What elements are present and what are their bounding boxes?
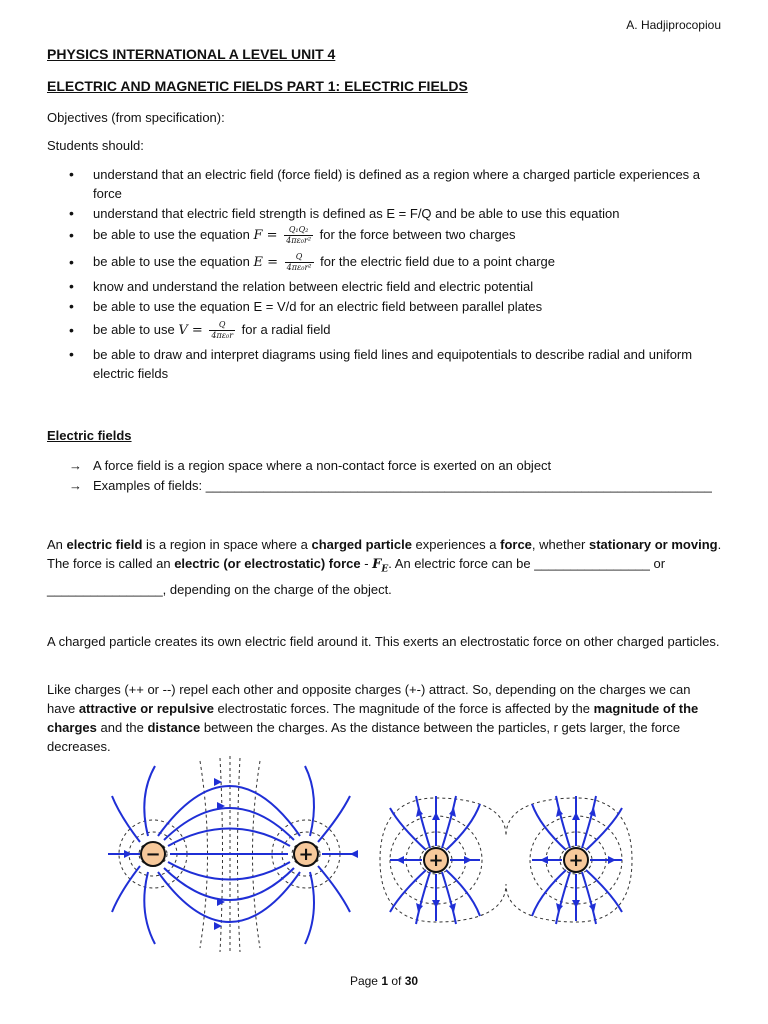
objectives-heading: Objectives (from specification):	[47, 110, 225, 125]
document-subtitle: ELECTRIC AND MAGNETIC FIELDS PART 1: ELECTRIC FIELDS	[47, 78, 468, 94]
page-footer: Page 1 of 30	[349, 974, 419, 988]
equation-lhs: E =	[253, 254, 278, 270]
students-should: Students should:	[47, 138, 144, 153]
like-charges-diagram	[380, 796, 632, 924]
page-total: 30	[404, 974, 419, 988]
objective-item: • be able to use V = $\frac{Q}{\text{4πε₀r}}$ for a radial field	[47, 317, 717, 344]
objective-item: • be able to use the equation E = V/d for an electric field between parallel plates	[47, 297, 717, 316]
equation-lhs: F =	[253, 228, 278, 244]
positive-charge-symbol: +	[428, 850, 444, 871]
paragraph-electric-field: An electric field is a region in space where a charged particle experiences a force, whether stationary or moving. The force is called an electric (or electrostatic) force - $F_E$. An electric force can be ________________ or ________________, depending on the charge of the object.	[47, 537, 722, 597]
author-name: A. Hadjiprocopiou	[626, 18, 721, 32]
equation-fraction: $\frac{\text{Q₁Q₂}}{\text{4πε₀r²}}$	[286, 225, 312, 246]
arrow-item: → A force field is a region space where a non-contact force is exerted on an object	[47, 456, 727, 476]
document-title: PHYSICS INTERNATIONAL A LEVEL UNIT 4	[47, 46, 336, 62]
field-line-diagrams	[100, 756, 660, 956]
objective-item: • be able to use the equation F = $\frac{\text{Q₁Q₂}}{\text{4πε₀r²}}$ for the force between two charges	[47, 224, 717, 247]
page-number: 1	[381, 974, 388, 988]
equation-lhs: V =	[178, 323, 203, 339]
objective-item: • understand that electric field strength is defined as E = F/Q and be able to use this equation	[47, 204, 717, 223]
positive-charge-symbol: +	[568, 850, 584, 871]
objective-item: • be able to use the equation E = $\frac{Q}{\text{4πε₀r²}}$ for the electric field due to a point charge	[47, 249, 717, 276]
objective-item: • know and understand the relation between electric field and electric potential	[47, 277, 717, 296]
positive-charge-symbol: +	[298, 844, 314, 865]
paragraph-charged-particle: A charged particle creates its own electric field around it. This exerts an electrostatic force on other charged particles.	[47, 634, 720, 649]
equation-fraction: $\frac{Q}{\text{4πε₀r}}$	[211, 320, 234, 341]
objective-item: • be able to draw and interpret diagrams using field lines and equipotentials to describe radial and uniform electric fields	[47, 345, 717, 383]
arrow-item: → Examples of fields: ______________________________________________________________________	[47, 476, 727, 496]
paragraph-like-charges: Like charges (++ or --) repel each other and opposite charges (+-) attract. So, depending on the charges we can have attractive or repulsive electrostatic forces. The magnitude of the force is affected by the magnitude of the charges and the distance between the charges. As the distance between the particles, r gets larger, the force decreases.	[47, 682, 699, 754]
equation-fraction: $\frac{Q}{\text{4πε₀r²}}$	[286, 251, 312, 272]
objectives-list	[47, 165, 717, 385]
arrow-list	[47, 456, 727, 496]
negative-charge-symbol: −	[145, 844, 161, 865]
electric-fields-heading: Electric fields	[47, 428, 132, 443]
objective-item: • understand that an electric field (force field) is defined as a region where a charged particle experiences a force	[47, 165, 717, 203]
dipole-diagram	[108, 756, 358, 954]
